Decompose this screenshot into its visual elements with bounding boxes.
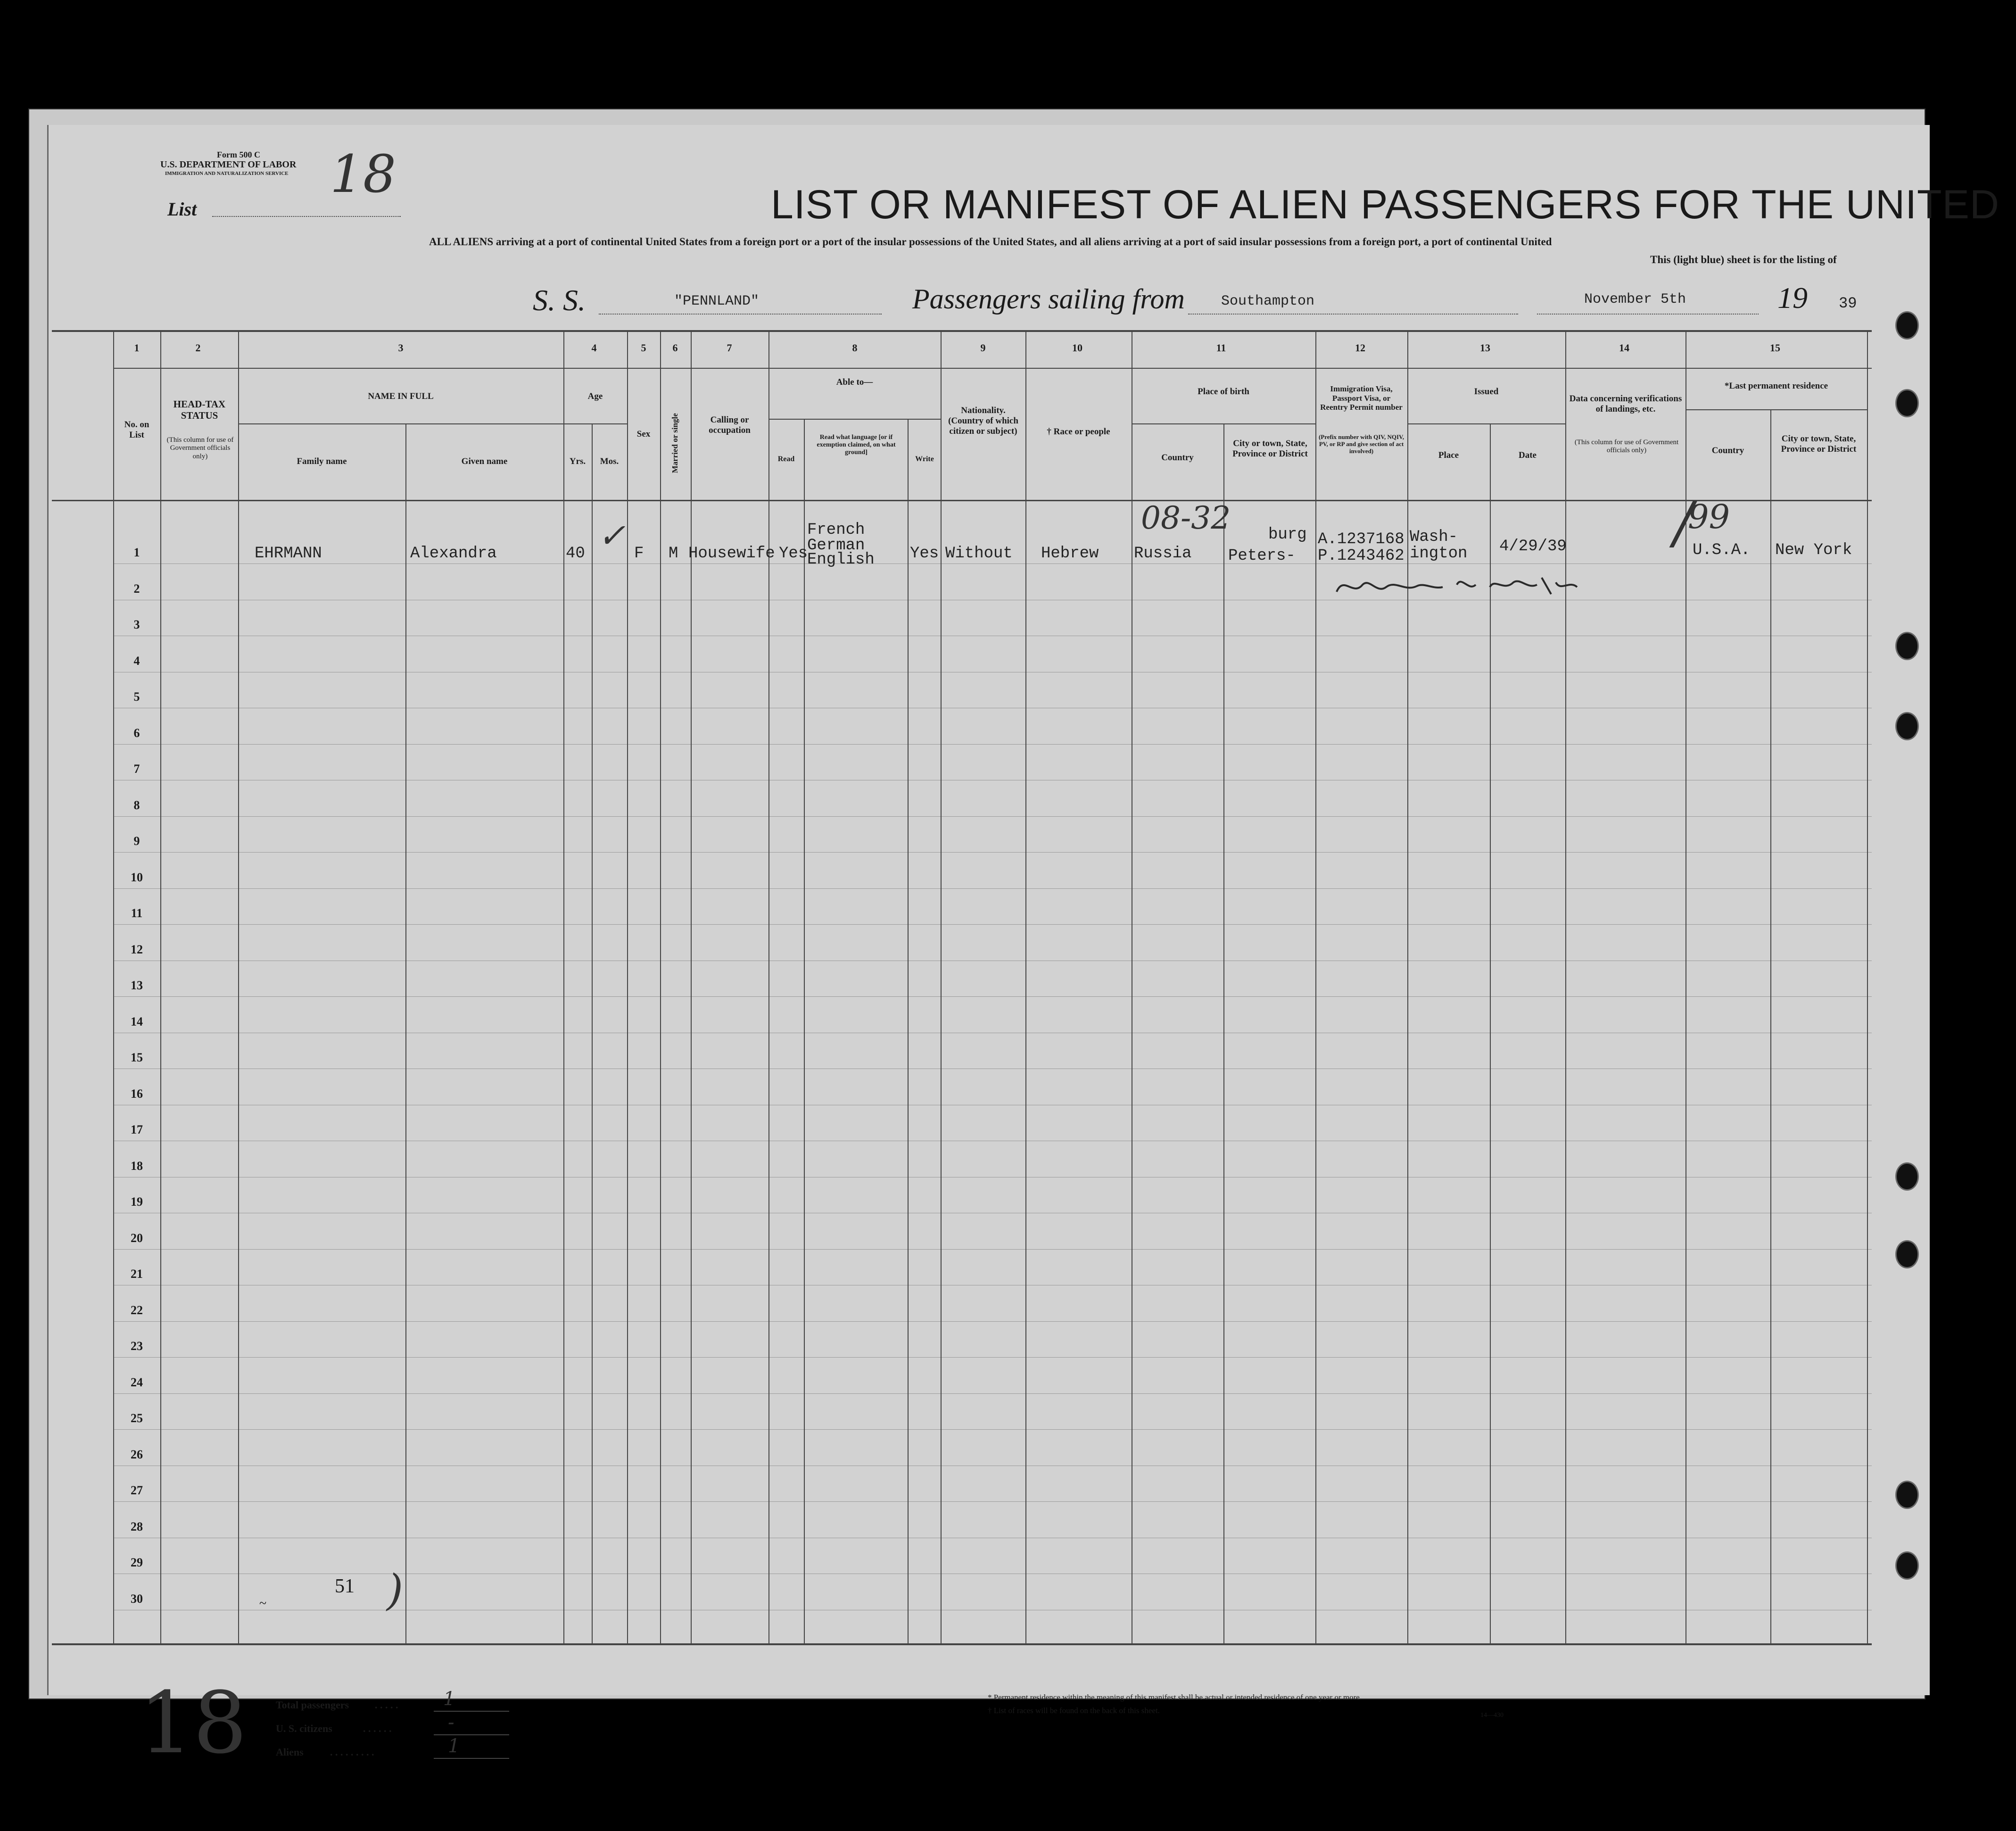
- passenger-res-country: U.S.A.: [1693, 541, 1751, 559]
- binder-hole: [1895, 1240, 1919, 1268]
- col-divider: [1565, 330, 1566, 1643]
- passenger-language-2: German: [807, 537, 865, 555]
- binder-hole: [1895, 311, 1919, 340]
- column-number: 5: [641, 342, 646, 354]
- header-given-name: Given name: [461, 456, 508, 466]
- birth-subheader-line: [1132, 423, 1315, 424]
- col-divider: [1770, 410, 1771, 1643]
- age-checkmark-icon: ✓: [598, 516, 626, 555]
- header-head-tax: HEAD-TAX STATUS: [173, 398, 226, 422]
- header-bottom-border: [52, 500, 1872, 501]
- row-rule: [113, 744, 1872, 745]
- signature-scribble: [1334, 573, 1579, 601]
- row30-mark: 51: [335, 1575, 355, 1597]
- col-divider: [113, 330, 114, 1643]
- row-number: 23: [131, 1339, 143, 1353]
- header-family-name: Family name: [297, 456, 347, 466]
- passenger-sex: F: [634, 545, 644, 563]
- header-age: Age: [587, 391, 603, 401]
- birth-code-handwritten: 08-32: [1141, 500, 1231, 536]
- row-rule: [113, 816, 1872, 817]
- row-number: 9: [133, 834, 140, 848]
- table-top-border: [52, 330, 1872, 332]
- column-number: 11: [1216, 342, 1226, 354]
- aliens-dots: . . . . . . . . .: [330, 1746, 374, 1758]
- column-number: 6: [672, 342, 678, 354]
- col-divider: [804, 420, 805, 1643]
- side-number: 18: [139, 1674, 248, 1773]
- col-divider: [908, 420, 909, 1643]
- ship-line: [599, 314, 882, 315]
- row-number: 3: [133, 618, 140, 631]
- residence-subheader-line: [1686, 409, 1867, 410]
- row-number: 17: [131, 1123, 143, 1136]
- passenger-issued-place-2: ington: [1410, 545, 1468, 563]
- binder-hole: [1895, 712, 1919, 740]
- service-label: IMMIGRATION AND NATURALIZATION SERVICE: [165, 171, 289, 176]
- table-bottom-border: [52, 1643, 1872, 1645]
- total-passengers-label: Total passengers: [276, 1699, 349, 1711]
- passenger-res-city: New York: [1775, 541, 1852, 559]
- header-visa: Immigration Visa, Passport Visa, or Reentry Permit number: [1320, 384, 1403, 412]
- total-passengers-value: 1: [443, 1688, 455, 1710]
- passenger-language-1: French: [807, 521, 865, 539]
- row30-stroke: ): [387, 1566, 404, 1615]
- col-divider: [660, 330, 661, 1643]
- col-divider: [405, 424, 406, 1643]
- row-number: 16: [131, 1087, 143, 1101]
- row-number: 29: [131, 1556, 143, 1569]
- row-number: 22: [131, 1303, 143, 1317]
- column-number: 15: [1770, 342, 1780, 354]
- header-last-residence: *Last permanent residence: [1724, 381, 1828, 391]
- header-married: Married or single: [670, 413, 680, 473]
- row-number: 1: [133, 546, 140, 559]
- total-dots: . . . . .: [375, 1699, 398, 1711]
- residence-code-handwritten: 99: [1688, 497, 1730, 536]
- col-divider: [238, 330, 239, 1643]
- passenger-family-name: EHRMANN: [255, 545, 322, 563]
- header-read: Read: [777, 455, 795, 463]
- row-number: 11: [131, 906, 143, 920]
- row-number: 19: [131, 1195, 143, 1209]
- passenger-nationality: Without: [945, 545, 1013, 563]
- row-rule: [113, 1357, 1872, 1358]
- footnote-residence: * Permanent residence within the meaning of this manifest shall be actual or intended residence of one year or more.: [988, 1693, 1362, 1702]
- column-number: 3: [398, 342, 404, 354]
- year-suffix: 39: [1839, 295, 1857, 312]
- passenger-birth-city-1: Peters-: [1228, 547, 1296, 565]
- header-place-of-birth: Place of birth: [1198, 387, 1249, 397]
- col-divider: [160, 330, 161, 1643]
- header-birth-country: Country: [1161, 453, 1194, 463]
- row-number: 14: [131, 1015, 143, 1028]
- issued-subheader-line: [1407, 423, 1565, 424]
- us-citizens-label: U. S. citizens: [276, 1723, 332, 1734]
- header-calling: Calling or occupation: [709, 415, 751, 435]
- row-number: 10: [131, 870, 143, 884]
- passenger-issued-date: 4/29/39: [1499, 538, 1567, 555]
- column-number: 1: [134, 342, 140, 354]
- aliens-value: 1: [448, 1735, 460, 1757]
- name-subheader-line: [238, 423, 563, 424]
- row-number: 24: [131, 1375, 143, 1389]
- col-divider: [1490, 424, 1491, 1643]
- header-mos: Mos.: [600, 456, 619, 466]
- col-divider: [941, 330, 942, 1643]
- list-line: [212, 216, 401, 217]
- row-rule: [113, 1501, 1872, 1502]
- header-data-concerning: Data concerning verifications of landings, etc.: [1569, 394, 1682, 414]
- col-divider: [1407, 330, 1408, 1643]
- binder-hole: [1895, 1162, 1919, 1191]
- header-nationality: Nationality. (Country of which citizen or subject): [948, 406, 1018, 436]
- passenger-visa-1: A.1237168: [1318, 530, 1405, 548]
- passenger-race: Hebrew: [1041, 545, 1099, 563]
- row-rule: [113, 1393, 1872, 1394]
- col-divider: [563, 330, 564, 1643]
- row-number: 4: [133, 654, 140, 668]
- row-number: 6: [133, 726, 140, 740]
- ship-name: "PENNLAND": [674, 293, 760, 309]
- passenger-language-3: English: [807, 551, 875, 569]
- col-divider: [691, 330, 692, 1643]
- row-rule: [113, 852, 1872, 853]
- header-res-city: City or town, State, Province or District: [1781, 434, 1857, 454]
- row-rule: [113, 924, 1872, 925]
- passenger-married: M: [669, 545, 678, 563]
- us-citizens-value: -: [448, 1712, 454, 1733]
- binder-hole: [1895, 1481, 1919, 1509]
- port-name: Southampton: [1221, 293, 1315, 309]
- manifest-subtitle-1: ALL ALIENS arriving at a port of continental United States from a foreign port or a port of the insular possessions of the United States, and all aliens arriving at a port of said insular possessions from a foreign port, a port of continental United: [429, 236, 1552, 248]
- passenger-age: 40: [566, 545, 585, 563]
- column-number: 8: [852, 342, 858, 354]
- sailing-date: November 5th: [1584, 291, 1686, 307]
- passenger-write: Yes: [910, 545, 939, 563]
- header-res-country: Country: [1711, 446, 1744, 456]
- row-number: 25: [131, 1411, 143, 1425]
- total-line: [434, 1711, 509, 1712]
- header-data-note: (This column for use of Government officials only): [1574, 439, 1679, 455]
- binder-hole: [1895, 389, 1919, 417]
- manifest-subtitle-2: This (light blue) sheet is for the listing of: [1650, 254, 1837, 265]
- row-number: 27: [131, 1483, 143, 1497]
- col-divider: [1315, 330, 1316, 1643]
- row-number: 2: [133, 582, 140, 596]
- col-divider: [768, 330, 769, 1643]
- header-issued-date: Date: [1519, 450, 1537, 460]
- list-number: 18: [330, 144, 396, 204]
- header-head-tax-note: (This column for use of Government officials only): [166, 436, 234, 460]
- header-name-in-full: NAME IN FULL: [368, 391, 434, 401]
- passenger-given-name: Alexandra: [410, 545, 497, 563]
- header-write: Write: [915, 455, 934, 463]
- header-yrs: Yrs.: [569, 456, 586, 466]
- column-number: 7: [727, 342, 732, 354]
- row-number: 5: [133, 690, 140, 704]
- row-number: 26: [131, 1448, 143, 1461]
- col-divider: [1867, 330, 1868, 1643]
- form-number: Form 500 C: [217, 150, 260, 159]
- row-rule: [113, 1429, 1872, 1430]
- manifest-title: LIST OR MANIFEST OF ALIEN PASSENGERS FOR THE UNITED: [771, 182, 2000, 227]
- header-issued: Issued: [1474, 387, 1499, 397]
- passenger-visa-2: P.1243462: [1318, 547, 1405, 565]
- able-subheader-line: [768, 419, 941, 420]
- sailing-label: Passengers sailing from: [912, 283, 1185, 315]
- age-subheader-line: [563, 423, 627, 424]
- passenger-read: Yes: [779, 545, 808, 563]
- header-race: † Race or people: [1047, 427, 1110, 437]
- citizens-line: [434, 1734, 509, 1735]
- row-number: 12: [131, 943, 143, 956]
- passenger-birth-country: Russia: [1134, 545, 1192, 563]
- residence-slash-mark: /: [1674, 490, 1693, 556]
- date-line: [1537, 314, 1759, 315]
- row-number: 15: [131, 1051, 143, 1064]
- col-divider: [1223, 424, 1224, 1643]
- citizens-dots: . . . . . .: [363, 1723, 392, 1734]
- row-rule: [113, 996, 1872, 997]
- department-label: U.S. DEPARTMENT OF LABOR: [160, 159, 297, 170]
- row-number: 7: [133, 762, 140, 776]
- port-line: [1188, 314, 1518, 315]
- row-number: 18: [131, 1159, 143, 1173]
- header-sex: Sex: [636, 429, 651, 439]
- binder-hole: [1895, 1551, 1919, 1580]
- passenger-issued-place-1: Wash-: [1410, 528, 1458, 546]
- row-rule: [113, 1249, 1872, 1250]
- row30-dash: ~: [259, 1596, 267, 1611]
- header-able-to: Able to—: [836, 377, 873, 387]
- manifest-page: [47, 125, 1930, 1695]
- header-no-on-list: No. on List: [124, 420, 149, 440]
- col-divider: [1025, 330, 1026, 1643]
- col-divider: [592, 424, 593, 1643]
- column-number: 9: [980, 342, 986, 354]
- binder-hole: [1895, 632, 1919, 660]
- year-prefix: 19: [1777, 281, 1808, 315]
- column-number-divider: [113, 368, 1872, 369]
- row-number: 21: [131, 1267, 143, 1281]
- col-divider: [627, 330, 628, 1643]
- column-number: 12: [1355, 342, 1365, 354]
- aliens-label: Aliens: [276, 1746, 304, 1758]
- footnote-code: 14—430: [1480, 1712, 1504, 1719]
- column-number: 2: [195, 342, 201, 354]
- passenger-occupation: Housewife: [688, 545, 775, 563]
- list-label: List: [167, 199, 197, 220]
- footnote-races: † List of races will be found on the back of this sheet.: [988, 1706, 1160, 1715]
- row-number: 8: [133, 798, 140, 812]
- header-visa-note: (Prefix number with QIV, NQIV, PV, or RP and give section of act involved): [1318, 433, 1405, 455]
- row-number: 30: [131, 1592, 143, 1606]
- row-rule: [113, 888, 1872, 889]
- row-number: 28: [131, 1520, 143, 1533]
- row-rule: [113, 563, 1872, 564]
- row-number: 20: [131, 1231, 143, 1245]
- column-number: 10: [1072, 342, 1082, 354]
- aliens-line: [434, 1758, 509, 1759]
- passenger-birth-city-2: burg: [1268, 526, 1307, 544]
- column-number: 13: [1480, 342, 1490, 354]
- header-issued-place: Place: [1438, 450, 1459, 460]
- column-number: 14: [1619, 342, 1629, 354]
- row-number: 13: [131, 978, 143, 992]
- row-rule: [113, 1321, 1872, 1322]
- header-read-language: Read what language [or if exemption claimed, on what ground]: [817, 434, 896, 456]
- column-number: 4: [591, 342, 597, 354]
- ss-label: S. S.: [533, 283, 586, 317]
- header-birth-city: City or town, State, Province or District: [1232, 439, 1308, 459]
